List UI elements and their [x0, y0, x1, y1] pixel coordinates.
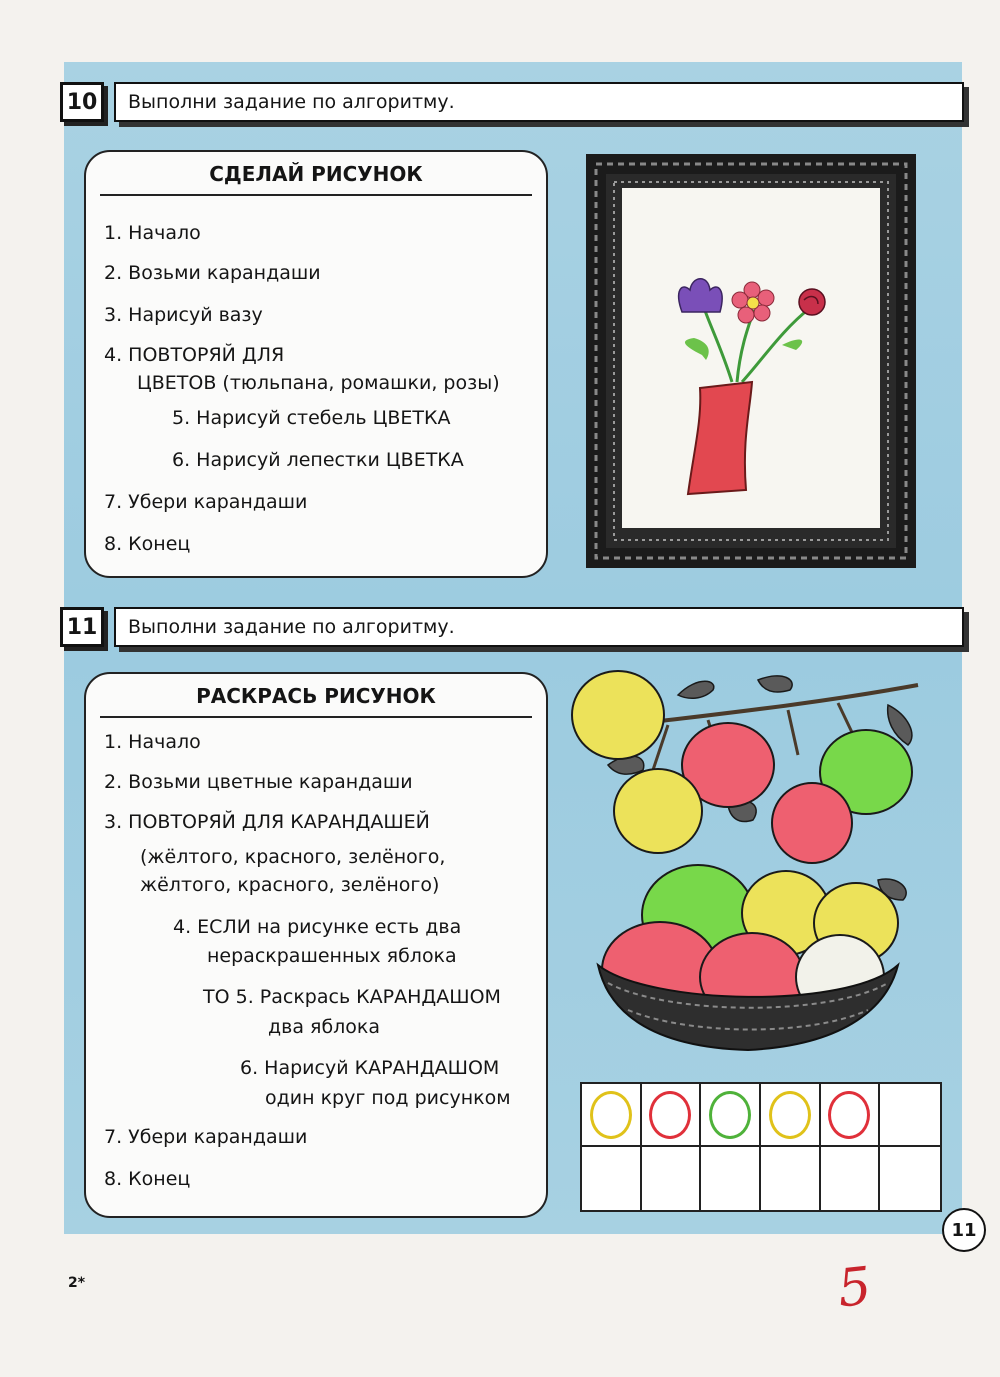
task-number: 11 — [60, 607, 104, 647]
drawn-circle — [709, 1091, 751, 1139]
apples-drawing — [568, 665, 940, 1065]
step: 8. Конец — [104, 533, 191, 555]
step: 3. ПОВТОРЯЙ ДЛЯ КАРАНДАШЕЙ — [104, 811, 430, 833]
step-nested: 6. Нарисуй лепестки ЦВЕТКА — [172, 449, 464, 471]
page-number: 11 — [942, 1208, 986, 1252]
sheet-mark: 2* — [68, 1275, 86, 1291]
step-continuation: жёлтого, красного, зелёного) — [140, 874, 440, 896]
step-continuation: один круг под рисунком — [265, 1087, 511, 1109]
step-continuation: два яблока — [268, 1016, 381, 1038]
grid-cell[interactable] — [642, 1084, 702, 1147]
step: 8. Конец — [104, 1168, 191, 1190]
step: 7. Убери карандаши — [104, 491, 308, 513]
step: 2. Возьми карандаши — [104, 262, 321, 284]
apple-red — [772, 783, 852, 863]
grid-cell[interactable] — [880, 1084, 940, 1147]
step: 1. Начало — [104, 222, 201, 244]
framed-flower-vase-drawing — [582, 150, 920, 572]
step-nested: 5. Нарисуй стебель ЦВЕТКА — [172, 407, 451, 429]
task-number: 10 — [60, 82, 104, 122]
step: 2. Возьми цветные карандаши — [104, 771, 413, 793]
algorithm-title: РАСКРАСЬ РИСУНОК — [100, 674, 532, 718]
step: 3. Нарисуй вазу — [104, 304, 263, 326]
drawn-circle — [828, 1091, 870, 1139]
drawn-circle — [649, 1091, 691, 1139]
grid-cell[interactable] — [821, 1084, 881, 1147]
step-continuation: ЦВЕТОВ (тюльпана, ромашки, розы) — [137, 372, 500, 394]
handwritten-grade: 5 — [834, 1256, 875, 1320]
drawn-circle — [590, 1091, 632, 1139]
step-nested: ТО 5. Раскрась КАРАНДАШОМ — [203, 986, 501, 1008]
task-instruction: Выполни задание по алгоритму. — [114, 82, 964, 122]
grid-cell[interactable] — [761, 1084, 821, 1147]
step-continuation: (жёлтого, красного, зелёного, — [140, 846, 446, 868]
apple-yellow — [614, 769, 702, 853]
grid-cell[interactable] — [701, 1084, 761, 1147]
grid-cell[interactable] — [821, 1147, 881, 1210]
apple-yellow — [572, 671, 664, 759]
grid-cell[interactable] — [582, 1147, 642, 1210]
grid-cell[interactable] — [761, 1147, 821, 1210]
step-continuation: нераскрашенных яблока — [207, 945, 457, 967]
step-nested: 4. ЕСЛИ на рисунке есть два — [173, 916, 462, 938]
grid-cell[interactable] — [642, 1147, 702, 1210]
grid-cell[interactable] — [880, 1147, 940, 1210]
task-11-header — [60, 607, 964, 647]
grid-cell[interactable] — [701, 1147, 761, 1210]
task-instruction: Выполни задание по алгоритму. — [114, 607, 964, 647]
drawn-circle — [769, 1091, 811, 1139]
step: 7. Убери карандаши — [104, 1126, 308, 1148]
grid-cell[interactable] — [582, 1084, 642, 1147]
step-nested: 6. Нарисуй КАРАНДАШОМ — [240, 1057, 500, 1079]
step: 4. ПОВТОРЯЙ ДЛЯ — [104, 344, 285, 366]
task-10-header — [60, 82, 964, 122]
rose-icon — [799, 289, 825, 315]
circle-answer-grid — [580, 1082, 942, 1212]
algorithm-title: СДЕЛАЙ РИСУНОК — [100, 152, 532, 196]
step: 1. Начало — [104, 731, 201, 753]
